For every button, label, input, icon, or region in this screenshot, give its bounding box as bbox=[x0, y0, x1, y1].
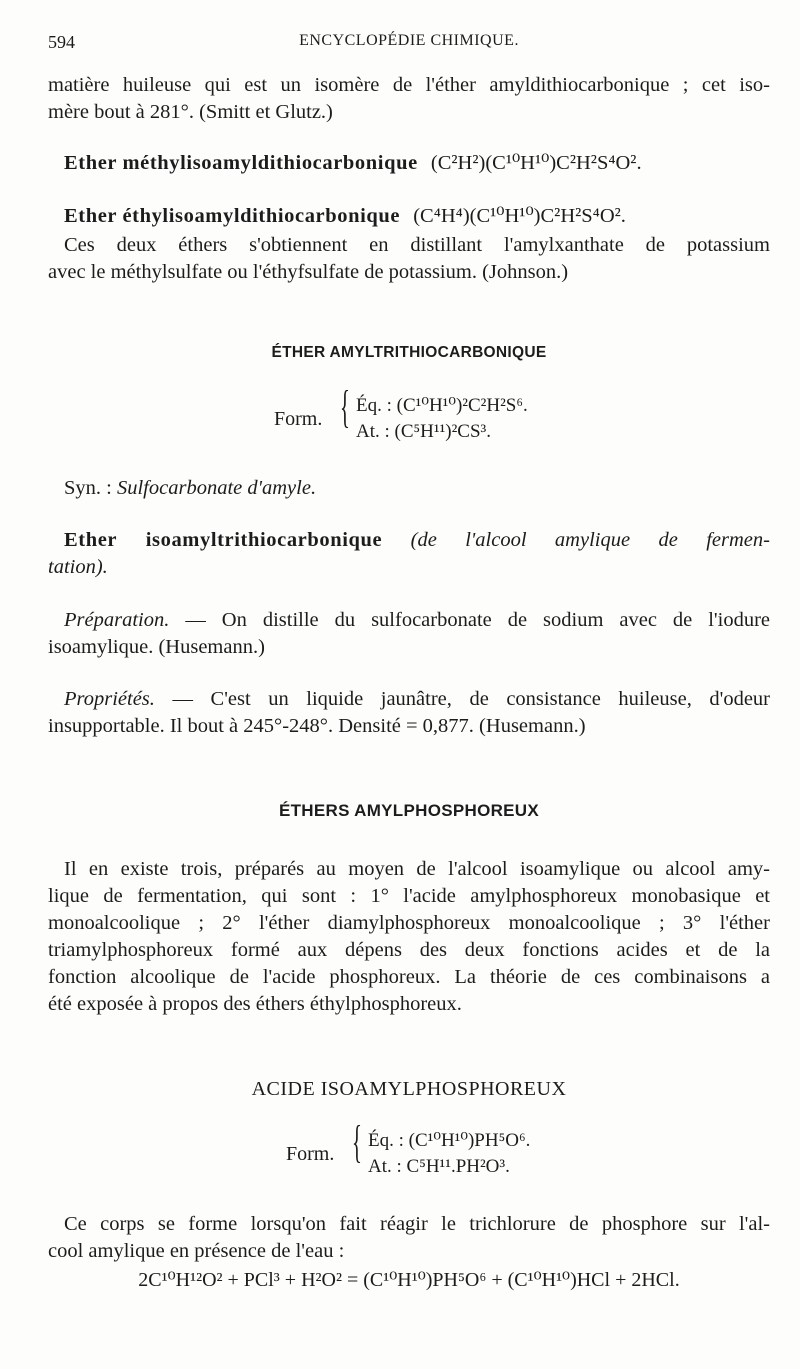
paragraph-line: insupportable. Il bout à 245°-248°. Densité = 0,877. (Husemann.) bbox=[48, 715, 586, 737]
formula-atomic: At. : (C⁵H¹¹)²CS³. bbox=[356, 421, 491, 442]
compound-formula: (C²H²)(C¹⁰H¹⁰)C²H²S⁴O². bbox=[430, 152, 642, 174]
properties-label: Propriétés. bbox=[64, 688, 155, 710]
page-header bbox=[48, 32, 770, 56]
preparation-label: Préparation. bbox=[64, 609, 170, 631]
running-title: ENCYCLOPÉDIE CHIMIQUE. bbox=[299, 32, 519, 49]
synonym-label: Syn. : bbox=[64, 477, 117, 499]
preparation-text: — On distille du sulfocarbonate de sodium avec de l'iodure bbox=[169, 609, 770, 631]
compound-formula: (C⁴H⁴)(C¹⁰H¹⁰)C²H²S⁴O². bbox=[413, 205, 626, 227]
compound-qualifier-line bbox=[48, 554, 770, 580]
compound-heading bbox=[64, 203, 770, 229]
paragraph-line: monoalcoolique ; 2° l'éther diamylphosphoreux monoalcoolique ; 3° l'éther bbox=[48, 912, 770, 934]
formula-label: Form. bbox=[286, 1143, 335, 1165]
paragraph-line: Ces deux éthers s'obtiennent en distillant l'amylxanthate de potassium bbox=[64, 234, 770, 256]
compound-name: Ether méthylisoamyldithiocarbonique bbox=[64, 152, 418, 174]
paragraph-line: Il en existe trois, préparés au moyen de l'alcool isoamylique ou alcool amy- bbox=[64, 858, 770, 880]
formula-atomic: At. : C⁵H¹¹.PH²O³. bbox=[368, 1156, 510, 1177]
properties-line bbox=[64, 686, 770, 712]
formula-label: Form. bbox=[274, 408, 323, 430]
paragraph-line: fonction alcoolique de l'acide phosphoreux. La théorie de ces combinaisons a bbox=[48, 966, 770, 988]
compound-heading bbox=[64, 150, 770, 176]
compound-name: Ether isoamyltrithiocarbonique bbox=[64, 529, 383, 551]
brace-glyph: { bbox=[340, 381, 350, 432]
paragraph-line: isoamylique. (Husemann.) bbox=[48, 636, 265, 658]
paragraph-line: Ce corps se forme lorsqu'on fait réagir le trichlorure de phosphore sur l'al- bbox=[64, 1213, 770, 1235]
section-title: ACIDE ISOAMYLPHOSPHOREUX bbox=[251, 1078, 567, 1100]
compound-qualifier: (de l'alcool amylique de fermen- bbox=[410, 529, 770, 551]
paragraph-line: triamylphosphoreux formé aux dépens des deux fonctions acides et de la bbox=[48, 939, 770, 961]
synonym-line bbox=[64, 475, 770, 501]
section-title: ÉTHERS AMYLPHOSPHOREUX bbox=[278, 801, 540, 820]
compound-qualifier: tation). bbox=[48, 556, 108, 578]
paragraph-line: cool amylique en présence de l'eau : bbox=[48, 1240, 345, 1262]
page-number: 594 bbox=[48, 32, 75, 52]
section-title: ÉTHER AMYLTRITHIOCARBONIQUE bbox=[271, 344, 547, 361]
paragraph-line: lique de fermentation, qui sont : 1° l'acide amylphosphoreux monobasique et bbox=[48, 885, 770, 907]
paragraph-line: mère bout à 281°. (Smitt et Glutz.) bbox=[48, 101, 333, 123]
compound-name: Ether éthylisoamyldithiocarbonique bbox=[64, 205, 401, 227]
paragraph-line: avec le méthylsulfate ou l'éthyfsulfate de potassium. (Johnson.) bbox=[48, 261, 569, 283]
reaction-equation: 2C¹⁰H¹²O² + PCl³ + H²O² = (C¹⁰H¹⁰)PH⁵O⁶ + (C¹⁰H¹⁰)HCl + 2HCl. bbox=[138, 1269, 680, 1291]
paragraph-line: matière huileuse qui est un isomère de l'éther amyldithiocarbonique ; cet iso- bbox=[48, 74, 770, 96]
compound-heading bbox=[64, 527, 770, 553]
formula-equivalent: Éq. : (C¹⁰H¹⁰)PH⁵O⁶. bbox=[368, 1130, 531, 1151]
properties-text: — C'est un liquide jaunâtre, de consistance huileuse, d'odeur bbox=[154, 688, 770, 710]
preparation-line bbox=[64, 607, 770, 633]
paragraph-line: été exposée à propos des éthers éthylphosphoreux. bbox=[48, 993, 462, 1015]
brace-glyph: { bbox=[352, 1116, 362, 1167]
synonym-value: Sulfocarbonate d'amyle. bbox=[116, 477, 317, 499]
formula-equivalent: Éq. : (C¹⁰H¹⁰)²C²H²S⁶. bbox=[356, 395, 528, 416]
